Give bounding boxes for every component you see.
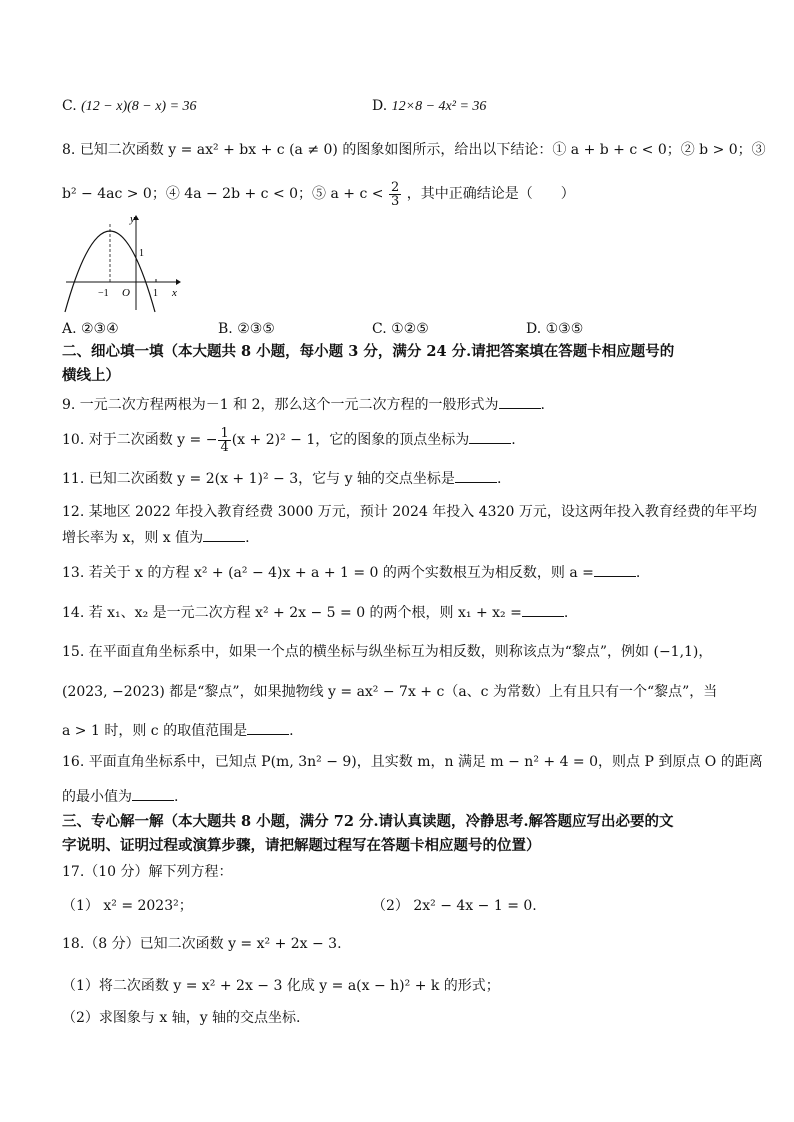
q9-end: . xyxy=(540,397,545,413)
q11-answer-blank xyxy=(455,468,497,483)
q8-option-d: D. ①③⑤ xyxy=(526,321,584,337)
q8-option-b: B. ②③⑤ xyxy=(218,321,275,337)
q7-option-c-expr: (12 − x)(8 − x) = 36 xyxy=(81,99,197,114)
q12-line-2-text: 增长率为 x，则 x 值为 xyxy=(62,530,204,546)
q15-line-3-text: a > 1 时，则 c 的取值范围是 xyxy=(62,723,248,739)
q8-fraction xyxy=(389,181,401,208)
section-3-title-line-2: 字说明、证明过程或演算步骤，请把解题过程写在答题卡相应题号的位置） xyxy=(62,837,541,854)
q14 xyxy=(62,602,568,623)
q10-end: . xyxy=(511,432,516,448)
section-2-title-line-1: 二、细心填一填（本大题共 8 小题，每小题 3 分，满分 24 分.请把答案填在答题卡相应题号的 xyxy=(62,343,675,360)
q7-option-c-label: C. xyxy=(62,98,77,114)
q8-x-label: x xyxy=(172,287,177,299)
q8-x-axis-arrow xyxy=(176,279,181,285)
q13-end: . xyxy=(635,565,641,581)
q11 xyxy=(62,468,501,489)
q13-answer-blank xyxy=(594,562,636,577)
q16-end: . xyxy=(174,789,179,805)
q10-text-a: 10. 对于二次函数 y = − xyxy=(62,432,218,448)
q7-option-d-label: D. xyxy=(372,98,388,114)
q18-part-2: （2）求图象与 x 轴，y 轴的交点坐标. xyxy=(62,1010,301,1026)
q18-stem: 18.（8 分）已知二次函数 y = x² + 2x − 3. xyxy=(62,936,342,952)
q8-y-label: y xyxy=(130,213,135,225)
q12-line-1: 12. 某地区 2022 年投入教育经费 3000 万元，预计 2024 年投入 4320 万元，设这两年投入教育经费的年平均 xyxy=(62,504,757,520)
q15-line-1: 15. 在平面直角坐标系中，如果一个点的横坐标与纵坐标互为相反数，则称该点为“黎点”，例如 (−1,1)， xyxy=(62,644,713,660)
q8-fraction-numerator: 2 xyxy=(390,179,400,195)
q8-option-c: C. ①②⑤ xyxy=(372,321,429,337)
q8-parabola-graph xyxy=(60,212,184,314)
q17-part-2: （2） 2x² − 4x − 1 = 0. xyxy=(372,898,537,914)
q16-line-1: 16. 平面直角坐标系中，已知点 P(m, 3n² − 9)，且实数 m，n 满足 m − n² + 4 = 0，则点 P 到原点 O 的距离 xyxy=(62,754,763,770)
q12-end: . xyxy=(245,530,250,546)
q9-text: 9. 一元二次方程两根为－1 和 2，那么这个一元二次方程的一般形式为 xyxy=(62,397,499,413)
q15-line-3 xyxy=(62,720,294,741)
q7-option-c xyxy=(62,96,197,117)
q8-stem-line-2 xyxy=(62,176,575,212)
q12-answer-blank xyxy=(203,527,245,542)
q16-line-2 xyxy=(62,786,178,807)
q10-text-b: (x + 2)² − 1，它的图象的顶点坐标为 xyxy=(231,432,470,448)
q11-text: 11. 已知二次函数 y = 2(x + 1)² − 3，它与 y 轴的交点坐标是 xyxy=(62,471,455,487)
q9-answer-blank xyxy=(499,394,541,409)
q10-fraction-denominator: 4 xyxy=(220,439,229,455)
q8-stem-line-1 xyxy=(62,140,766,160)
q8-number: 8. xyxy=(62,142,76,158)
q8-stem-2a: b² − 4ac > 0；④ 4a − 2b + c < 0；⑤ a + c < xyxy=(62,186,384,202)
q16-answer-blank xyxy=(132,786,174,801)
q10-answer-blank xyxy=(469,429,511,444)
q8-origin-label: O xyxy=(122,287,130,299)
q15-line-2: (2023, −2023) 都是“黎点”，如果抛物线 y = ax² − 7x + c（a、c 为常数）上有且只有一个“黎点”，当 xyxy=(62,684,718,700)
q11-end: . xyxy=(496,471,502,487)
q9 xyxy=(62,394,545,415)
q14-end: . xyxy=(563,605,569,621)
q10-fraction-numerator: 1 xyxy=(220,425,229,441)
section-2-title-line-2: 横线上） xyxy=(62,367,120,384)
q18-part-1: （1）将二次函数 y = x² + 2x − 3 化成 y = a(x − h)² + k 的形式； xyxy=(62,978,500,994)
q13 xyxy=(62,562,640,583)
q10 xyxy=(62,422,516,458)
q8-tick-1-label: 1 xyxy=(153,288,158,299)
section-3-title-line-1: 三、专心解一解（本大题共 8 小题，满分 72 分.请认真读题，冷静思考.解答题应写出必要的文 xyxy=(62,813,674,830)
q15-answer-blank xyxy=(247,720,289,735)
q8-fraction-denominator: 3 xyxy=(390,193,400,209)
q10-fraction xyxy=(218,427,230,454)
q17-stem: 17.（10 分）解下列方程： xyxy=(62,864,233,880)
q8-tick-y1-label: 1 xyxy=(139,248,144,259)
q7-option-d xyxy=(372,96,486,117)
q8-stem-2b: ，其中正确结论是（ ） xyxy=(406,186,575,202)
q14-answer-blank xyxy=(522,602,564,617)
q8-stem-1: 已知二次函数 y = ax² + bx + c (a ≠ 0) 的图象如图所示，给出以下结论：① a + b + c < 0；② b > 0；③ xyxy=(79,142,766,158)
q7-option-d-expr: 12×8 − 4x² = 36 xyxy=(391,99,487,114)
q14-text: 14. 若 x₁、x₂ 是一元二次方程 x² + 2x − 5 = 0 的两个根，则 x₁ + x₂ = xyxy=(62,605,522,621)
q13-text: 13. 若关于 x 的方程 x² + (a² − 4)x + a + 1 = 0 的两个实数根互为相反数，则 a = xyxy=(62,565,594,581)
q16-line-2-text: 的最小值为 xyxy=(62,789,132,805)
q12-line-2 xyxy=(62,527,250,548)
q8-tick-neg1-label: −1 xyxy=(98,288,109,299)
q8-option-a: A. ②③④ xyxy=(62,321,119,337)
q15-end: . xyxy=(289,723,294,739)
q17-part-1: （1） x² = 2023²； xyxy=(62,898,193,914)
